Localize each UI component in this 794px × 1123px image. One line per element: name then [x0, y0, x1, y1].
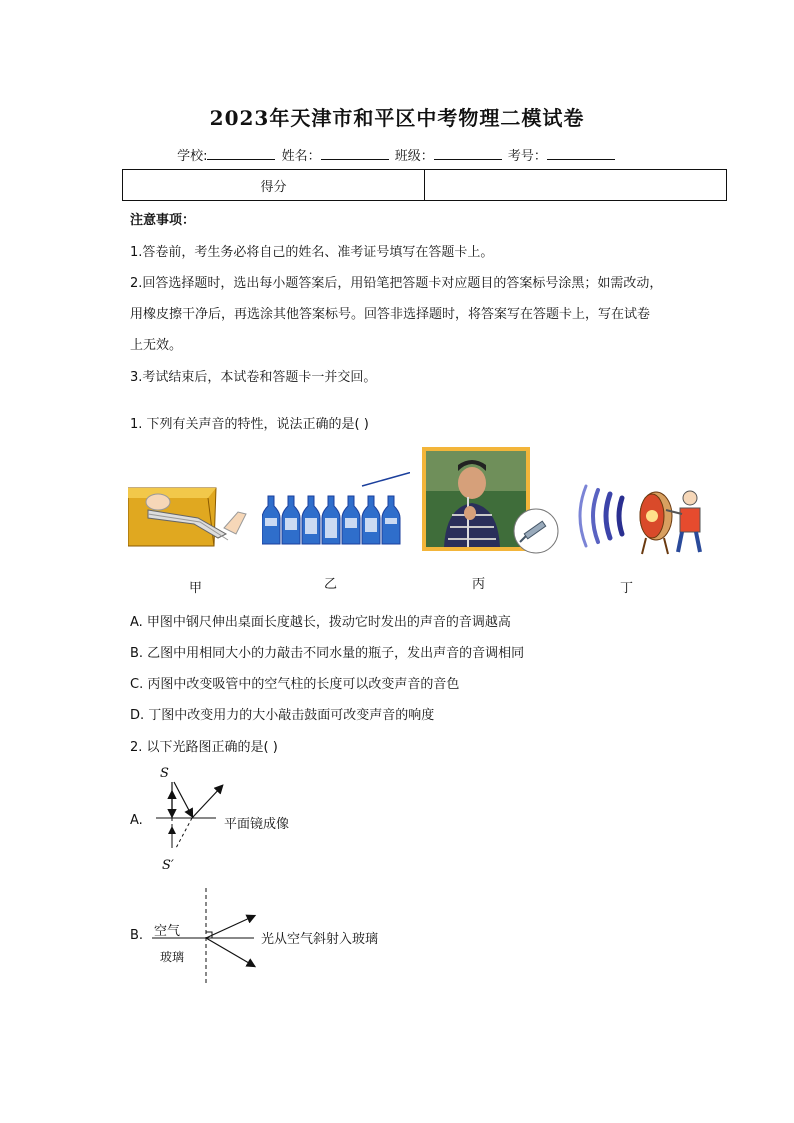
figure-jia-ruler	[128, 484, 258, 556]
question-1-option-a[interactable]: A. 甲图中钢尺伸出桌面长度越长，拨动它时发出的声音的音调越高	[130, 615, 511, 630]
question-1-option-b[interactable]: B. 乙图中用相同大小的力敲击不同水量的瓶子，发出声音的音调相同	[130, 646, 525, 661]
caption-bing: 丙	[472, 577, 486, 592]
caption-ding: 丁	[620, 581, 634, 596]
class-label: 班级：	[394, 149, 434, 164]
refraction-caption: 光从空气斜射入玻璃	[261, 932, 379, 947]
school-blank[interactable]	[207, 145, 275, 160]
note-line-1: 1.答卷前，考生务必将自己的姓名、准考证号填写在答题卡上。	[130, 245, 494, 260]
air-label: 空气	[154, 924, 181, 939]
exam-number-label: 考号：	[507, 149, 547, 164]
note-line-3: 用橡皮擦干净后，再选涂其他答案标号。回答非选择题时，将答案写在答题卡上，写在试卷	[130, 307, 651, 322]
score-table	[122, 169, 727, 201]
score-value	[425, 170, 727, 201]
caption-jia: 甲	[189, 581, 203, 596]
class-blank[interactable]	[434, 145, 502, 160]
question-1-stem: 1. 下列有关声音的特性，说法正确的是( )	[130, 417, 369, 432]
question-2-option-a-letter[interactable]: A.	[130, 813, 143, 828]
exam-title: 2023年天津市和平区中考物理二模试卷	[209, 106, 585, 130]
student-info-line	[0, 145, 794, 164]
figure-yi-bottles	[262, 472, 410, 548]
school-label: 学校:	[177, 149, 208, 164]
glass-label: 玻璃	[160, 950, 185, 964]
caption-yi: 乙	[324, 577, 338, 592]
figure-bing-photo	[422, 447, 562, 557]
figure-ding-drum	[572, 478, 710, 558]
note-line-4: 上无效。	[130, 338, 183, 353]
point-s-label: S	[160, 766, 169, 781]
notes-title: 注意事项：	[130, 213, 196, 228]
question-2-stem: 2. 以下光路图正确的是( )	[130, 740, 278, 755]
note-line-5: 3.考试结束后，本试卷和答题卡一并交回。	[130, 370, 377, 385]
plane-mirror-caption: 平面镜成像	[224, 817, 290, 832]
point-s-prime-label: S′	[162, 858, 174, 873]
question-2-option-b-letter[interactable]: B.	[130, 928, 144, 943]
name-blank[interactable]	[321, 145, 389, 160]
note-line-2: 2.回答选择题时，选出每小题答案后，用铅笔把答题卡对应题目的答案标号涂黑；如需改动，	[130, 276, 663, 291]
score-label: 得分	[123, 170, 425, 201]
question-1-option-d[interactable]: D. 丁图中改变用力的大小敲击鼓面可改变声音的响度	[130, 708, 435, 723]
name-label: 姓名：	[281, 149, 321, 164]
exam-number-blank[interactable]	[547, 145, 615, 160]
question-1-option-c[interactable]: C. 丙图中改变吸管中的空气柱的长度可以改变声音的音色	[130, 677, 460, 692]
